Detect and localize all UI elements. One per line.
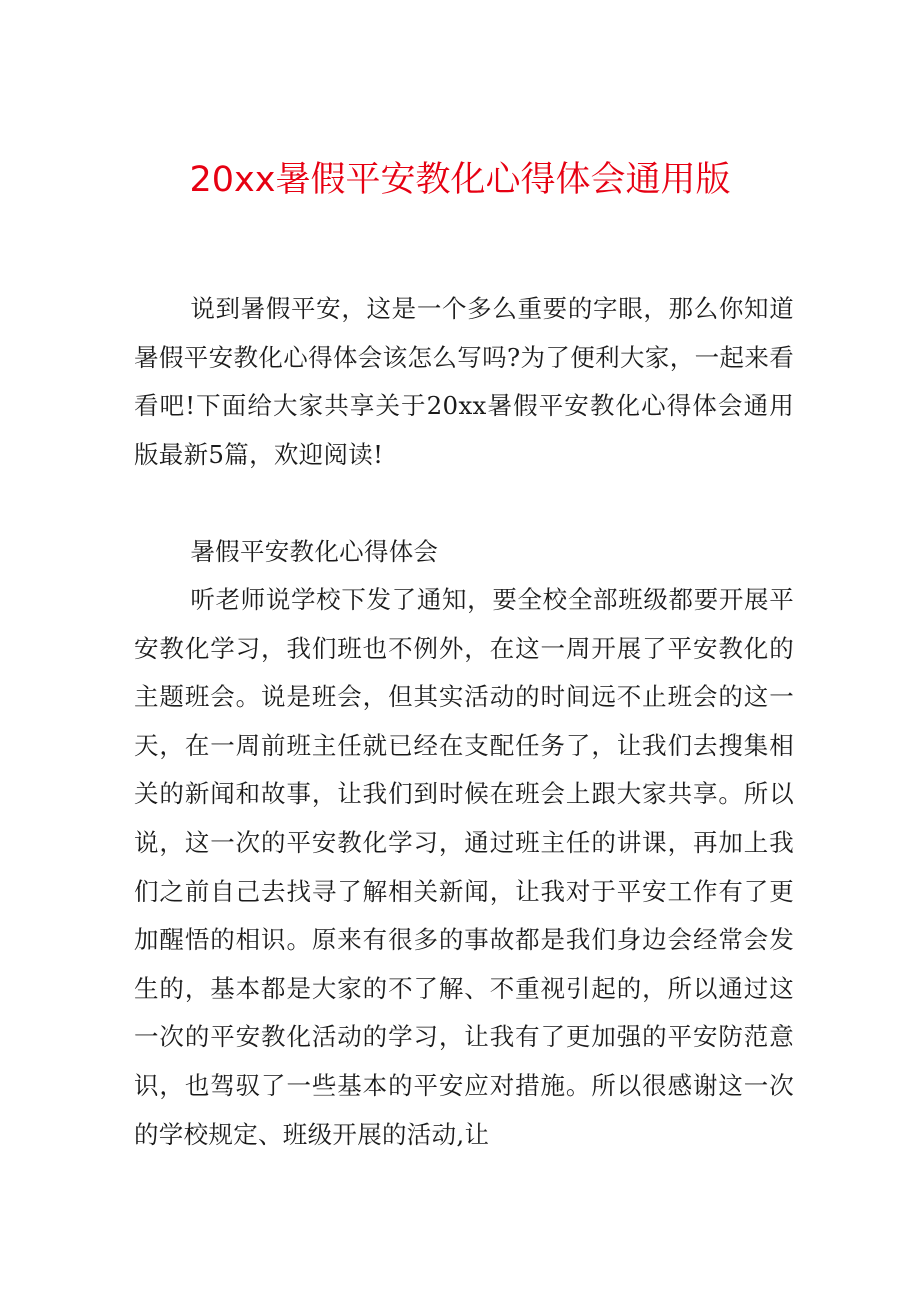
- document-title: 20xx暑假平安教化心得体会通用版: [189, 160, 731, 200]
- intro-paragraph: 说到暑假平安，这是一个多么重要的字眼，那么你知道暑假平安教化心得体会该怎么写吗?为了便利大家，一起来看看吧!下面给大家共享关于20xx暑假平安教化心得体会通用版最新5篇，欢迎阅读!: [134, 294, 794, 469]
- body-paragraph: 听老师说学校下发了通知，要全校全部班级都要开展平安教化学习，我们班也不例外，在这一周开展了平安教化的主题班会。说是班会，但其实活动的时间远不止班会的这一天，在一周前班主任就已经在支配任务了，让我们去搜集相关的新闻和故事，让我们到时候在班会上跟大家共享。所以说，这一次的平安教化学习，通过班主任的讲课，再加上我们之前自己去找寻了解相关新闻，让我对于平安工作有了更加醒悟的相识。原来有很多的事故都是我们身边会经常会发生的，基本都是大家的不了解、不重视引起的，所以通过这一次的平安教化活动的学习，让我有了更加强的平安防范意识，也驾驭了一些基本的平安应对措施。所以很感谢这一次的学校规定、班级开展的活动,让: [134, 585, 794, 1149]
- section-heading: 暑假平安教化心得体会: [190, 537, 439, 566]
